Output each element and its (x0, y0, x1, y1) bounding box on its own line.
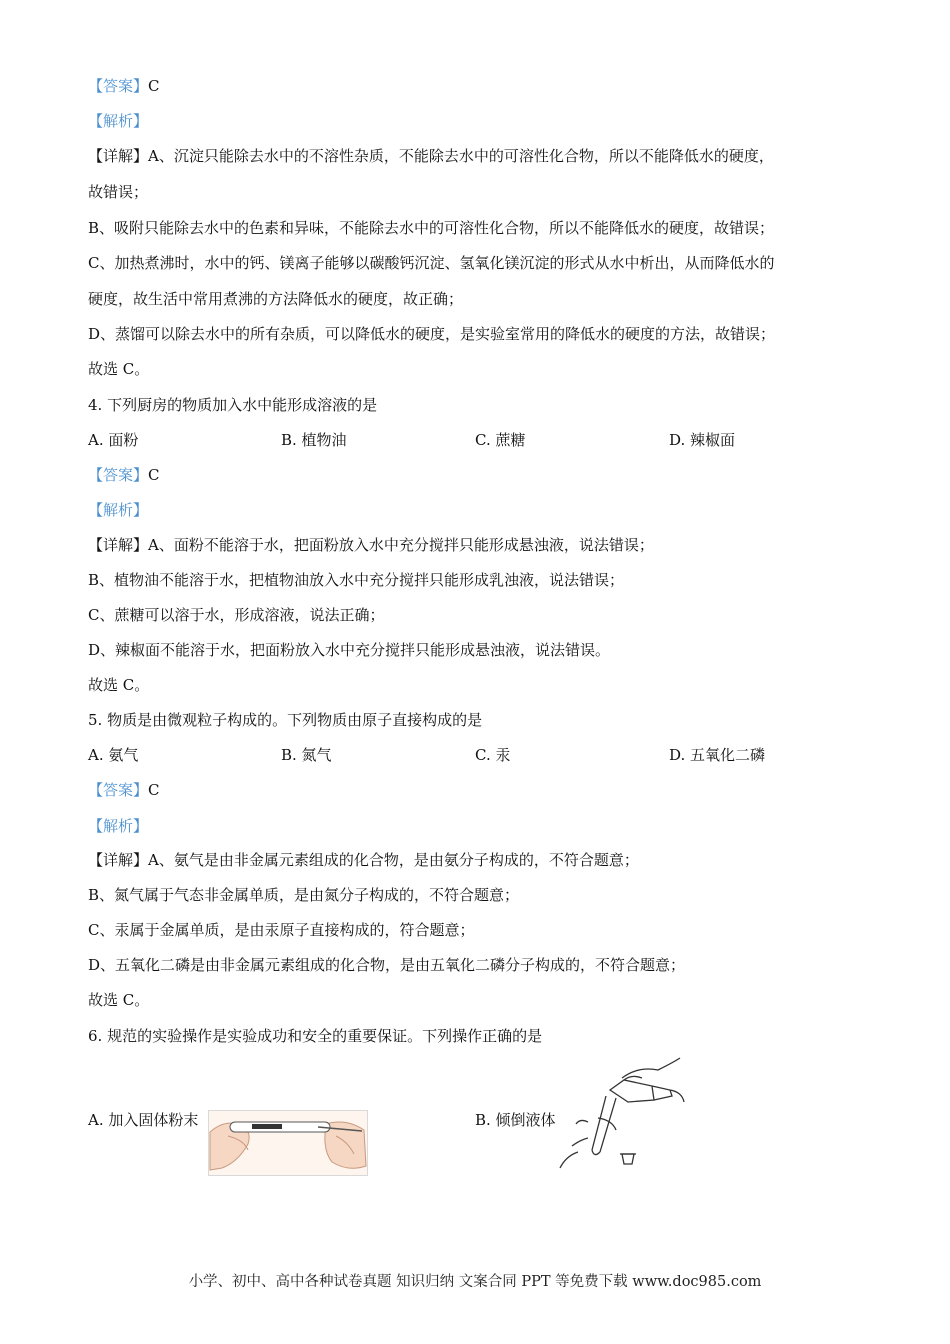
answer-value: C (148, 781, 160, 799)
detail-line: 故选 C。 (88, 991, 150, 1009)
option-a-label: A. 加入固体粉末 (88, 1111, 199, 1129)
question-5: 5. 物质是由微观粒子构成的。下列物质由原子直接构成的是 (88, 711, 483, 729)
detail-line: 故选 C。 (88, 360, 150, 378)
option-d: D. 辣椒面 (669, 431, 736, 449)
question-6: 6. 规范的实验操作是实验成功和安全的重要保证。下列操作正确的是 (88, 1027, 543, 1045)
option-a: A. 氨气 (88, 746, 139, 764)
analysis-tag: 【解析】 (88, 501, 149, 519)
page-footer: 小学、初中、高中各种试卷真题 知识归纳 文案合同 PPT 等免费下载 www.doc985.com (188, 1274, 762, 1290)
analysis-tag-line (88, 111, 870, 131)
detail-line: C、汞属于金属单质，是由汞原子直接构成的，符合题意； (88, 921, 475, 939)
answer-tag: 【答案】 (88, 781, 149, 799)
detail-line: C、蔗糖可以溶于水，形成溶液，说法正确； (88, 606, 385, 624)
pouring-liquid-figure (558, 1056, 688, 1176)
detail-line: 故错误； (88, 183, 149, 201)
detail-tag: 【详解】 (88, 147, 149, 165)
detail-line: 硬度，故生活中常用煮沸的方法降低水的硬度，故正确； (88, 290, 464, 308)
analysis-tag-line (88, 500, 870, 520)
detail-line (88, 146, 870, 166)
detail-tag: 【详解】 (88, 851, 149, 869)
option-a: A. 面粉 (88, 431, 139, 449)
analysis-tag-line (88, 816, 870, 836)
option-c: C. 汞 (475, 746, 511, 764)
answer-value: C (148, 77, 160, 95)
option-b: B. 植物油 (281, 431, 347, 449)
detail-line: D、蒸馏可以除去水中的所有杂质，可以降低水的硬度，是实验室常用的降低水的硬度的方法，故错误； (88, 325, 776, 343)
powder-addition-figure (208, 1110, 368, 1176)
detail-line: C、加热煮沸时，水中的钙、镁离子能够以碳酸钙沉淀、氢氧化镁沉淀的形式从水中析出，从而降低水的 (88, 254, 775, 272)
answer-line (88, 780, 870, 800)
detail-text: A、沉淀只能除去水中的不溶性杂质，不能除去水中的可溶性化合物，所以不能降低水的硬度， (148, 147, 774, 165)
detail-tag: 【详解】 (88, 536, 149, 554)
option-d: D. 五氧化二磷 (669, 746, 766, 764)
answer-line (88, 465, 870, 485)
option-b-label: B. 倾倒液体 (475, 1111, 556, 1129)
detail-line: B、氮气属于气态非金属单质，是由氮分子构成的，不符合题意； (88, 886, 520, 904)
question-4: 4. 下列厨房的物质加入水中能形成溶液的是 (88, 396, 378, 414)
answer-tag: 【答案】 (88, 77, 149, 95)
detail-line (88, 850, 870, 870)
option-b: B. 氮气 (281, 746, 332, 764)
detail-text: A、面粉不能溶于水，把面粉放入水中充分搅拌只能形成悬浊液，说法错误； (148, 536, 654, 554)
analysis-tag: 【解析】 (88, 817, 149, 835)
detail-line: B、吸附只能除去水中的色素和异味，不能除去水中的可溶性化合物，所以不能降低水的硬度，故错误； (88, 219, 775, 237)
answer-tag: 【答案】 (88, 466, 149, 484)
analysis-tag: 【解析】 (88, 112, 149, 130)
detail-line: D、辣椒面不能溶于水，把面粉放入水中充分搅拌只能形成悬浊液，说法错误。 (88, 641, 611, 659)
detail-line: 故选 C。 (88, 676, 150, 694)
detail-text: A、氨气是由非金属元素组成的化合物，是由氨分子构成的，不符合题意； (148, 851, 639, 869)
option-c: C. 蔗糖 (475, 431, 526, 449)
answer-line (88, 76, 870, 96)
answer-value: C (148, 466, 160, 484)
detail-line: D、五氧化二磷是由非金属元素组成的化合物，是由五氧化二磷分子构成的，不符合题意； (88, 956, 686, 974)
detail-line (88, 535, 870, 555)
detail-line: B、植物油不能溶于水，把植物油放入水中充分搅拌只能形成乳浊液，说法错误； (88, 571, 625, 589)
